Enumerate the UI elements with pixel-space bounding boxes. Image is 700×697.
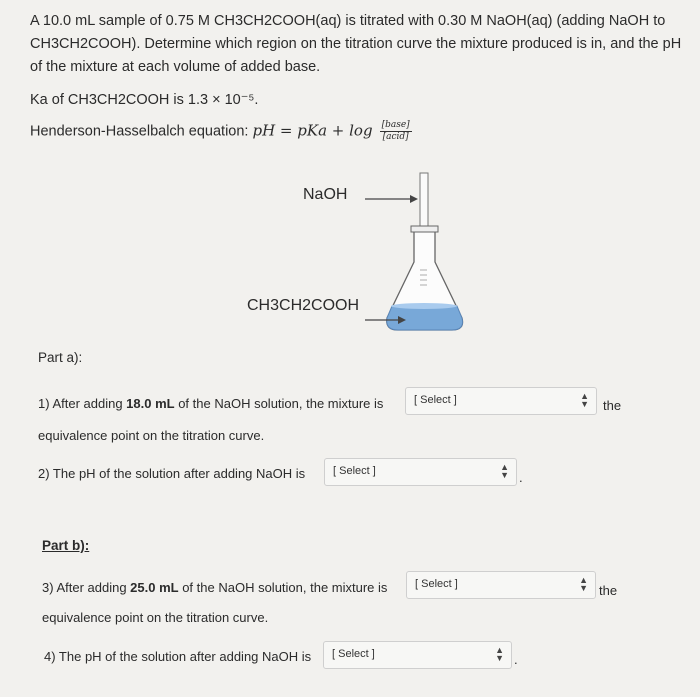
hh-label: Henderson-Hasselbalch equation: — [30, 123, 249, 140]
select-arrows-icon: ▲ ▼ — [495, 645, 504, 663]
q2-after: . — [519, 470, 523, 485]
hh-denominator: [acid] — [382, 132, 409, 142]
q3-volume: 25.0 mL — [130, 580, 179, 595]
q4-select-value: [ Select ] — [332, 648, 375, 660]
hh-fraction — [380, 120, 412, 143]
q2-select[interactable] — [324, 458, 517, 486]
question-4-line: 4) The pH of the solution after adding NaOH is — [44, 649, 312, 664]
q1-volume: 18.0 mL — [126, 396, 175, 411]
part-b-title: Part b): — [42, 538, 90, 553]
part-a-title: Part a): — [38, 350, 83, 365]
question-3-line — [42, 580, 387, 595]
select-arrows-icon: ▲ ▼ — [580, 391, 589, 409]
q3-suffix: of the NaOH solution, the mixture is — [178, 580, 388, 595]
acid-label: CH3CH2COOH — [247, 297, 360, 314]
flask-liquid — [387, 306, 463, 330]
q3-prefix: 3) After adding — [42, 580, 131, 595]
select-arrows-icon: ▲ ▼ — [500, 462, 509, 480]
hh-numerator: [base] — [381, 120, 410, 130]
hh-formula: pH = pKa + log — [252, 121, 373, 140]
question-2-line: 2) The pH of the solution after adding NaOH is — [38, 466, 306, 481]
q1-prefix: 1) After adding — [38, 396, 127, 411]
question-1-line — [38, 396, 383, 411]
q1-continue: equivalence point on the titration curve. — [38, 428, 265, 443]
q1-select-value: [ Select ] — [414, 394, 457, 406]
q1-select[interactable] — [405, 387, 597, 415]
q3-continue: equivalence point on the titration curve. — [42, 610, 269, 625]
q2-select-value: [ Select ] — [333, 465, 376, 477]
q3-select[interactable] — [406, 571, 596, 599]
burette — [420, 173, 428, 235]
q1-suffix: of the NaOH solution, the mixture is — [174, 396, 384, 411]
q3-after: the — [599, 583, 618, 598]
henderson-hasselbalch-equation — [30, 120, 412, 143]
select-arrows-icon: ▲ ▼ — [579, 575, 588, 593]
flask — [387, 230, 463, 330]
ka-statement: Ka of CH3CH2COOH is 1.3 × 10⁻⁵. — [30, 92, 259, 108]
q1-after: the — [603, 398, 622, 413]
q4-after: . — [514, 652, 518, 667]
q3-select-value: [ Select ] — [415, 578, 458, 590]
problem-statement: A 10.0 mL sample of 0.75 M CH3CH2COOH(aq) is titrated with 0.30 M NaOH(aq) (adding NaOH to CH3CH2COOH). Determine which region on the titration curve the mixture produced is in, and the pH of the mixture at each volume of added base. — [30, 13, 682, 75]
q4-select[interactable] — [323, 641, 512, 669]
naoh-label: NaOH — [303, 186, 348, 203]
